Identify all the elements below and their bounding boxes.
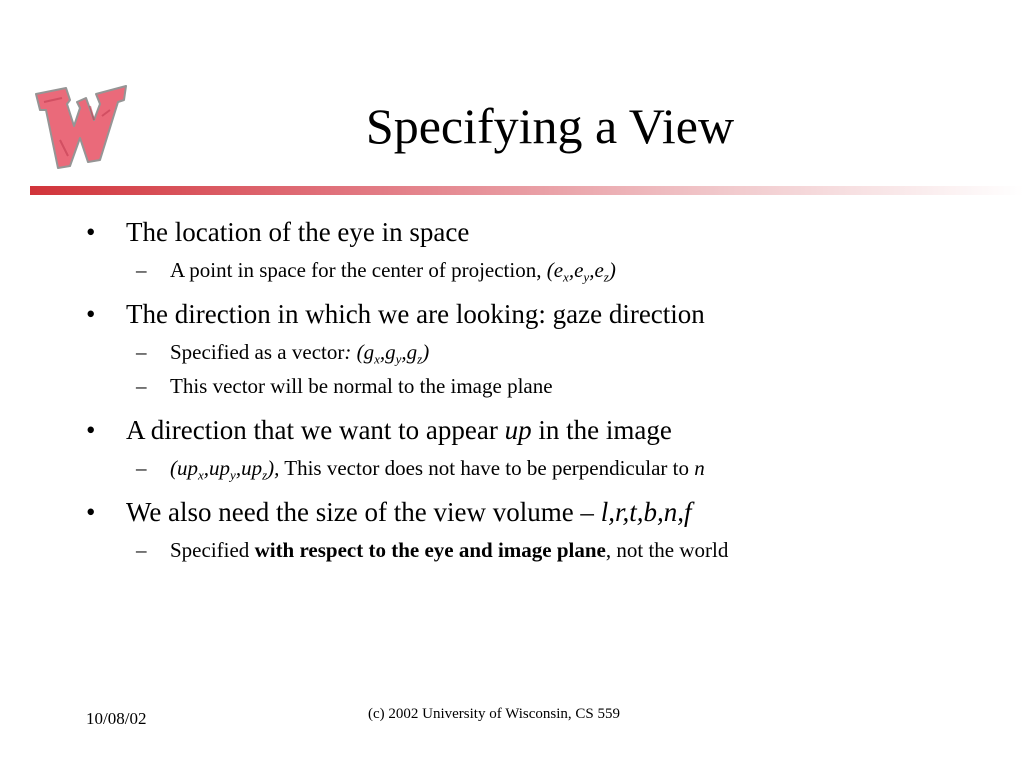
sub-bullet-marker: – [136, 374, 147, 398]
sub-bullet-marker: – [136, 258, 147, 282]
sub-bullet-text: This vector does not have to be perpendicular to [279, 456, 695, 480]
bold-phrase: with respect to the eye and image plane [254, 538, 606, 562]
bullet-item [86, 410, 1006, 450]
bullet-marker: • [86, 217, 96, 247]
bullet-text: A direction that we want to appear up in the image [126, 415, 672, 445]
eye-position-tuple: $(e_x,e_y,e_z)$ [546, 258, 616, 285]
slide-content [86, 212, 1006, 566]
bullet-item [86, 294, 1006, 334]
sub-bullet-marker: – [136, 456, 147, 480]
sub-bullet-marker: – [136, 340, 147, 364]
gaze-vector-tuple: : $(g_x,g_y,g_z)$ [344, 340, 430, 367]
bullet-text: The location of the eye in space [126, 217, 470, 247]
emphasis-n: n [694, 456, 705, 480]
footer-copyright: (c) 2002 University of Wisconsin, CS 559 [368, 706, 621, 722]
sub-bullet-item [86, 371, 1006, 402]
sub-bullet-item [86, 255, 1006, 286]
view-volume-params: l,r,t,b,n,f [600, 497, 692, 527]
sub-bullet-item [86, 337, 1006, 368]
sub-bullet-text: Specified [170, 538, 255, 562]
sub-bullet-item [86, 453, 1006, 484]
bullet-item [86, 492, 1006, 532]
sub-bullet-marker: – [136, 538, 147, 562]
sub-bullet-text: A point in space for the center of projection, [170, 258, 547, 282]
footer-date: 10/08/02 [86, 709, 147, 728]
bullet-marker: • [86, 299, 96, 329]
bullet-marker: • [86, 497, 96, 527]
slide-title: Specifying a View [365, 98, 735, 154]
title-divider [30, 186, 1024, 195]
bullet-text: The direction in which we are looking: gaze direction [126, 299, 705, 329]
up-vector-tuple: $(up_x,up_y,up_z)$, [170, 456, 280, 483]
bullet-marker: • [86, 415, 96, 445]
sub-bullet-item [86, 535, 1006, 566]
sub-bullet-text: This vector will be normal to the image plane [170, 374, 553, 398]
bullet-item [86, 212, 1006, 252]
sub-bullet-text: , not the world [605, 538, 729, 562]
emphasis-up: up [504, 415, 532, 445]
sub-bullet-text: Specified as a vector [170, 340, 345, 364]
bullet-text: We also need the size of the view volume – [126, 497, 601, 527]
